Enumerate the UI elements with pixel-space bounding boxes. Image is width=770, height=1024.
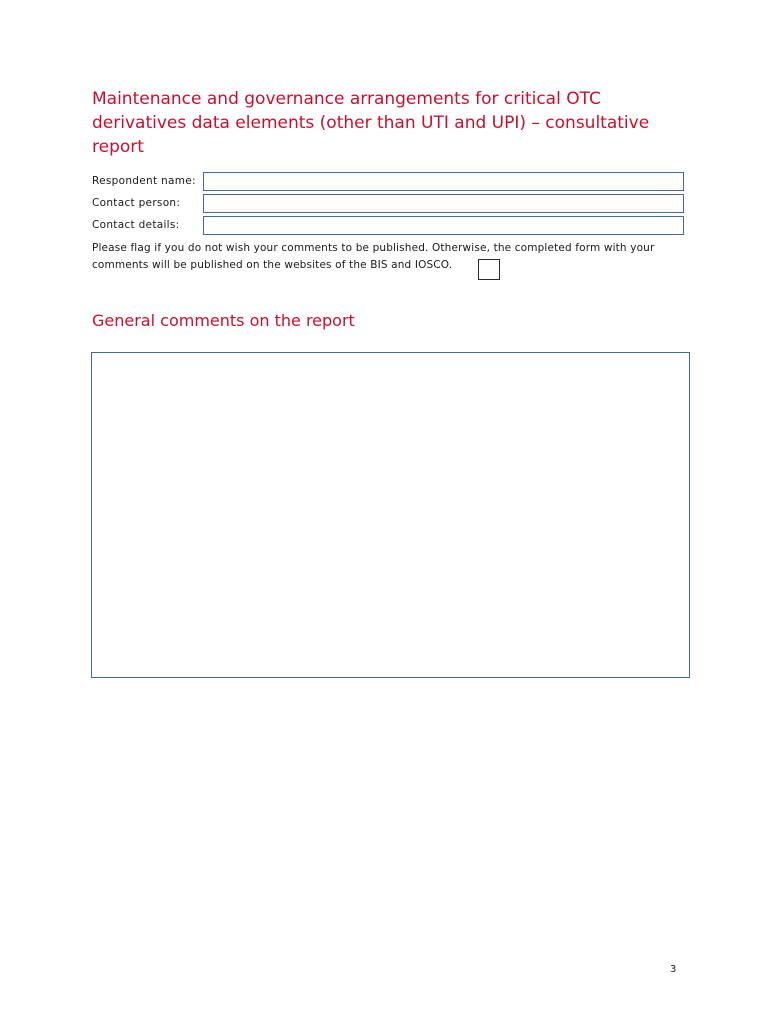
do-not-publish-checkbox[interactable] (478, 259, 500, 280)
contact-details-label: Contact details: (92, 219, 180, 231)
respondent-name-input[interactable] (203, 172, 684, 191)
respondent-name-row (92, 172, 684, 192)
contact-person-label: Contact person: (92, 197, 181, 209)
general-comments-textarea[interactable] (91, 352, 690, 678)
publication-flag-line-1: Please flag if you do not wish your comments to be published. Otherwise, the completed form with your (92, 242, 655, 254)
publication-flag-text (92, 240, 692, 274)
publication-flag-line-2: comments will be published on the websites of the BIS and IOSCO. (92, 259, 453, 271)
contact-details-input[interactable] (203, 216, 684, 235)
contact-details-row (92, 216, 684, 236)
contact-person-input[interactable] (203, 194, 684, 213)
contact-person-row (92, 194, 684, 214)
general-comments-heading: General comments on the report (92, 311, 355, 330)
respondent-name-label: Respondent name: (92, 175, 196, 187)
page-number: 3 (670, 964, 677, 975)
document-title: Maintenance and governance arrangements for critical OTC derivatives data elements (other than UTI and UPI) – consultative report (92, 89, 650, 157)
